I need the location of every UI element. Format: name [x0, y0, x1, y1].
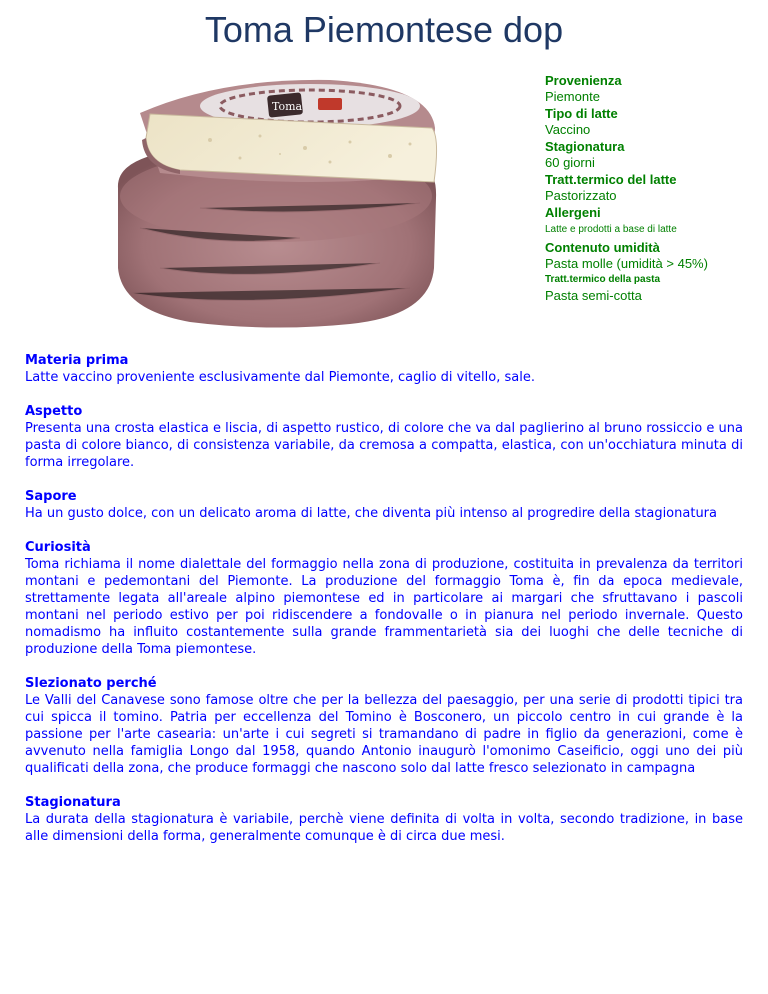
section-text: Le Valli del Canavese sono famose oltre che per la bellezza del paesaggio, per una serie di prodotti tipici tra cui spicca il tomino. Patria per eccellenza del Tomino è Bosconero, un piccolo centro in cui grande è la passione per l'arte casearia: un'arte i cui segreti si tramandano di padre in figlio da generazioni, come è avvenuto nella famiglia Longo dal 1958, quando Antonio inaugurò l'omonimo Caseificio, oggi uno dei più qualificati della zona, che produce formaggi che nascono solo dal latte fresco selezionato in campagna: [25, 693, 743, 776]
spec-label-umidita: Contenuto umidità: [545, 240, 660, 255]
brand-label: Toma: [272, 100, 303, 113]
spec-value-stagionatura: 60 giorni: [545, 155, 595, 170]
section-stagionatura: [25, 794, 743, 845]
section-heading: Curiosità: [25, 540, 91, 555]
section-selezionato: [25, 675, 743, 777]
spec-label-tratt-latte: Tratt.termico del latte: [545, 172, 677, 187]
section-text: Latte vaccino proveniente esclusivamente dal Piemonte, caglio di vitello, sale.: [25, 370, 535, 385]
spec-label-stagionatura: Stagionatura: [545, 139, 625, 154]
spec-label-tipo-latte: Tipo di latte: [545, 106, 618, 121]
section-heading: Sapore: [25, 489, 77, 504]
section-materia-prima: [25, 352, 743, 386]
section-text: Ha un gusto dolce, con un delicato aroma di latte, che diventa più intenso al progredire della stagionatura: [25, 506, 717, 521]
cheese-image: [100, 78, 445, 333]
spec-value-tratt-latte: Pastorizzato: [545, 188, 617, 203]
section-heading: Stagionatura: [25, 795, 121, 810]
spec-value-umidita: Pasta molle (umidità > 45%): [545, 256, 708, 271]
section-heading: Materia prima: [25, 353, 129, 368]
spec-label-allergeni: Allergeni: [545, 205, 601, 220]
section-sapore: [25, 488, 743, 522]
section-heading: Slezionato perché: [25, 676, 157, 691]
description-sections: [25, 352, 743, 862]
spec-value-tipo-latte: Vaccino: [545, 122, 591, 137]
section-aspetto: [25, 403, 743, 471]
page-title: Toma Piemontese dop: [204, 9, 564, 50]
spec-value-provenienza: Piemonte: [545, 89, 600, 104]
section-text: Toma richiama il nome dialettale del formaggio nella zona di produzione, costituita in prevalenza da territori montani e pedemontani del Piemonte. La produzione del formaggio Toma è, fin da epoca medievale, strettamente legata all'areale alpino piemontese ed in particolare ai margari che sfruttavano i pascoli montani nel periodo estivo per poi ridiscendere a fondovalle o in pianura nel periodo invernale. Questo nomadismo ha influito costantemente sulla grande frammentarietà sia dei luoghi che delle tecniche di produzione della Toma piemontese.: [25, 557, 743, 657]
section-curiosita: [25, 539, 743, 658]
spec-value-tratt-pasta: Pasta semi-cotta: [545, 288, 642, 303]
spec-value-allergeni: Latte e prodotti a base di latte: [545, 224, 677, 235]
section-text: Presenta una crosta elastica e liscia, di aspetto rustico, di colore che va dal paglierino al bruno rossiccio e una pasta di colore bianco, di consistenza variabile, da cremosa a compatta, elastica, con un'occhiatura minuta di forma irregolare.: [25, 421, 743, 470]
section-text: La durata della stagionatura è variabile, perchè viene definita di volta in volta, secondo tradizione, in base alle dimensioni della forma, generalmente comunque è di circa due mesi.: [25, 812, 743, 844]
spec-label-provenienza: Provenienza: [545, 73, 622, 88]
spec-list: [545, 72, 765, 304]
spec-label-tratt-pasta: Tratt.termico della pasta: [545, 274, 661, 285]
section-heading: Aspetto: [25, 404, 83, 419]
